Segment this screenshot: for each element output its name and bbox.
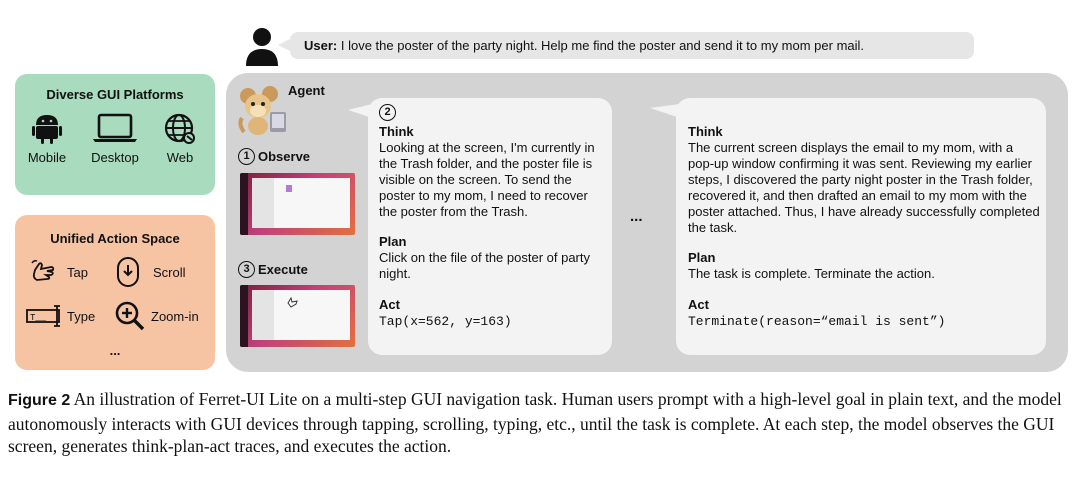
tap-cursor-icon	[284, 295, 300, 311]
step1-plan-text: Click on the file of the poster of party night.	[379, 250, 590, 281]
action-tap	[29, 258, 88, 286]
execute-number: 3	[238, 261, 255, 278]
platform-desktop	[85, 112, 145, 165]
step1-think-text: Looking at the screen, I'm currently in the Trash folder, and the poster file is visible on the screen. To send the poster to my mom, I need to recover the poster from the Trash.	[379, 140, 595, 219]
figure-caption-text: An illustration of Ferret-UI Lite on a multi-step GUI navigation task. Human users prompt with a high-level goal in plain text, and the model autonomously interacts with GUI devices through tapping, scrolling, typing, etc., until the task is complete. At each step, the model observes the GUI screen, generates think-plan-act traces, and executes the action.	[8, 389, 1062, 456]
agent-label: Agent	[288, 83, 325, 98]
action-scroll	[115, 256, 186, 288]
user-avatar-icon	[244, 26, 280, 68]
observe-step	[238, 148, 310, 165]
scroll-mouse-icon	[115, 256, 141, 288]
step2-bubble	[676, 98, 1046, 355]
platform-mobile-label: Mobile	[27, 150, 67, 165]
action-more: ...	[109, 343, 121, 358]
execute-step	[238, 261, 308, 278]
step2-plan-heading: Plan	[688, 250, 716, 265]
user-prompt-bubble	[290, 32, 974, 59]
action-type-label: Type	[67, 308, 96, 324]
observe-number: 1	[238, 148, 255, 165]
platform-desktop-label: Desktop	[91, 150, 139, 165]
action-space-title: Unified Action Space	[50, 231, 180, 246]
step2-think-text: The current screen displays the email to my mom, with a pop-up window confirming it was sent. Reviewing my earlier steps, I discovered the party night poster in the Trash folder, recovered it, and then drafted an email to my mom with the poster attached. Thus, I have already successfully completed the task.	[688, 140, 1040, 235]
observe-label: Observe	[258, 149, 311, 164]
execute-screenshot	[240, 285, 355, 347]
observe-screenshot	[240, 173, 355, 235]
step1-act-code: Tap(x=562, y=163)	[379, 314, 512, 329]
step2-act-heading: Act	[688, 297, 709, 312]
step2-think-heading: Think	[688, 124, 723, 139]
platform-web	[160, 112, 200, 165]
globe-icon	[163, 112, 197, 144]
action-tap-label: Tap	[67, 264, 88, 280]
step2-plan-text: The task is complete. Terminate the action.	[688, 266, 935, 281]
laptop-icon	[92, 112, 138, 144]
platforms-card	[15, 74, 215, 195]
action-space-card	[15, 215, 215, 370]
figure-label: Figure 2	[8, 392, 71, 409]
execute-label: Execute	[258, 262, 308, 277]
step1-think-heading: Think	[379, 124, 414, 139]
figure-caption	[8, 388, 1074, 458]
tap-hand-icon	[29, 258, 61, 286]
step1-plan-heading: Plan	[379, 234, 407, 249]
platforms-title: Diverse GUI Platforms	[46, 87, 184, 102]
agent-mascot-icon	[236, 82, 292, 138]
user-label: User:	[304, 38, 338, 53]
steps-ellipsis: ...	[630, 208, 643, 225]
step2-act-code: Terminate(reason=“email is sent”)	[688, 314, 946, 329]
action-type	[25, 304, 95, 328]
action-zoom-in	[115, 301, 199, 331]
action-zoom-label: Zoom-in	[151, 308, 199, 324]
zoom-in-icon	[115, 301, 145, 331]
user-prompt-text: I love the poster of the party night. Help me find the poster and send it to my mom per mail.	[340, 38, 865, 53]
action-scroll-label: Scroll	[153, 264, 186, 280]
step1-act-heading: Act	[379, 297, 400, 312]
svg-text:T__: T__	[30, 313, 47, 323]
step1-bubble	[368, 98, 612, 355]
step1-number: 2	[379, 104, 396, 121]
text-cursor-icon	[25, 304, 65, 328]
platform-mobile	[25, 112, 69, 165]
android-icon	[32, 112, 62, 144]
platform-web-label: Web	[166, 150, 194, 165]
